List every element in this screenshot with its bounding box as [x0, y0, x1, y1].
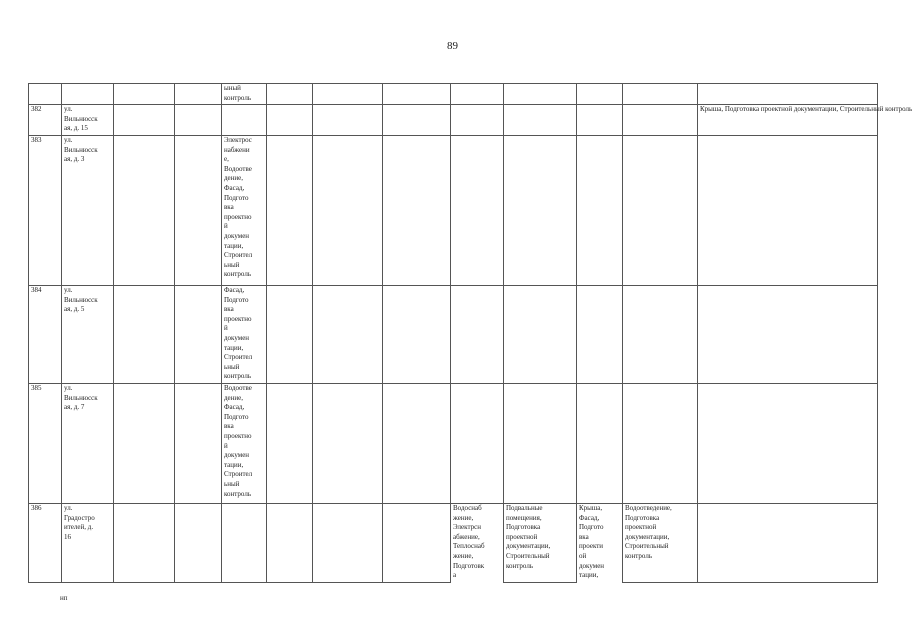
table-cell [383, 504, 451, 583]
address-cell: ул. Вильнюсск ая, д. 5 [62, 286, 114, 384]
work-types-cell [222, 504, 267, 583]
address-cell: ул. Вильнюсск ая, д. 15 [62, 105, 114, 136]
work-types-cell: Водоотведение, Подготовка проектной документации, Строительный контроль [623, 504, 698, 583]
repair-schedule-table [28, 83, 912, 583]
work-types-cell [451, 84, 504, 105]
table-row [29, 384, 878, 504]
table-cell [114, 136, 175, 286]
work-types-cell [451, 286, 504, 384]
address-cell [62, 84, 114, 105]
work-types-cell [698, 136, 878, 286]
table-cell [267, 286, 313, 384]
table-cell [313, 384, 383, 504]
work-types-cell [577, 384, 623, 504]
work-types-cell [698, 504, 878, 583]
work-types-cell [623, 84, 698, 105]
table-cell [383, 105, 451, 136]
table-row [29, 105, 878, 136]
work-types-cell [623, 136, 698, 286]
work-types-cell [222, 105, 267, 136]
address-cell: ул. Вильнюсск ая, д. 7 [62, 384, 114, 504]
work-types-cell [577, 136, 623, 286]
table-cell [267, 504, 313, 583]
table-cell [383, 286, 451, 384]
table-cell [175, 504, 222, 583]
table-cell [175, 105, 222, 136]
table-cell [313, 84, 383, 105]
table-cell [175, 286, 222, 384]
work-types-cell [698, 84, 878, 105]
row-number-cell: 383 [29, 136, 62, 286]
table-cell [267, 105, 313, 136]
work-types-cell: Фасад, Подгото вка проектно й докумен тации, Строител ьный контроль [222, 286, 267, 384]
work-types-cell [504, 105, 577, 136]
work-types-cell [504, 136, 577, 286]
work-types-cell [451, 105, 504, 136]
work-types-cell: Водоотве дение, Фасад, Подгото вка проектно й докумен тации, Строител ьный контроль [222, 384, 267, 504]
row-number-cell: 382 [29, 105, 62, 136]
table-cell [114, 504, 175, 583]
work-types-cell [698, 384, 878, 504]
table-row [29, 136, 878, 286]
work-types-cell: ыный контроль [222, 84, 267, 105]
table-cell [313, 105, 383, 136]
work-types-cell [623, 286, 698, 384]
table-row [29, 504, 878, 583]
table-cell [175, 84, 222, 105]
work-types-cell [698, 286, 878, 384]
work-types-cell [577, 105, 623, 136]
table-cell [267, 136, 313, 286]
table-cell [383, 84, 451, 105]
work-types-cell: Водоснаб жение, Электрсн абжение, Теплоснаб жение, Подготовк а [451, 504, 504, 583]
row-number-cell: 386 [29, 504, 62, 583]
work-types-cell [451, 384, 504, 504]
table-cell [114, 384, 175, 504]
work-types-cell: Подвальные помещения, Подготовка проектной документации, Строительный контроль [504, 504, 577, 583]
table-cell [114, 105, 175, 136]
address-cell: ул. Вильнюсск ая, д. 3 [62, 136, 114, 286]
work-types-cell [504, 286, 577, 384]
work-types-cell: Электрос набжени е, Водоотве дение, Фасад, Подгото вка проектно й докумен тации, Строител ьный контроль [222, 136, 267, 286]
page-number: 89 [447, 40, 458, 52]
work-types-cell [623, 384, 698, 504]
table-cell [114, 84, 175, 105]
work-types-cell [451, 136, 504, 286]
row-number-cell: 384 [29, 286, 62, 384]
work-types-cell [504, 84, 577, 105]
table-row [29, 286, 878, 384]
work-types-cell [577, 286, 623, 384]
row-number-cell: 385 [29, 384, 62, 504]
table-cell [267, 384, 313, 504]
work-types-cell [623, 105, 698, 136]
address-cell: ул. Градостро ителей, д. 16 [62, 504, 114, 583]
table-cell [313, 504, 383, 583]
table-cell [175, 136, 222, 286]
table-cell [313, 286, 383, 384]
table-cell [175, 384, 222, 504]
footer-mark: нп [60, 594, 68, 602]
work-types-cell [504, 384, 577, 504]
table-cell [383, 384, 451, 504]
work-types-cell [577, 84, 623, 105]
table-row [29, 84, 878, 105]
work-types-cell: Крыша, Подготовка проектной документации, Строительный контроль [698, 105, 878, 136]
table-cell [267, 84, 313, 105]
table-cell [383, 136, 451, 286]
table-cell [114, 286, 175, 384]
work-types-cell: Крыша, Фасад, Подгото вка проекти ой докумен тации, [577, 504, 623, 583]
table-cell [313, 136, 383, 286]
row-number-cell [29, 84, 62, 105]
